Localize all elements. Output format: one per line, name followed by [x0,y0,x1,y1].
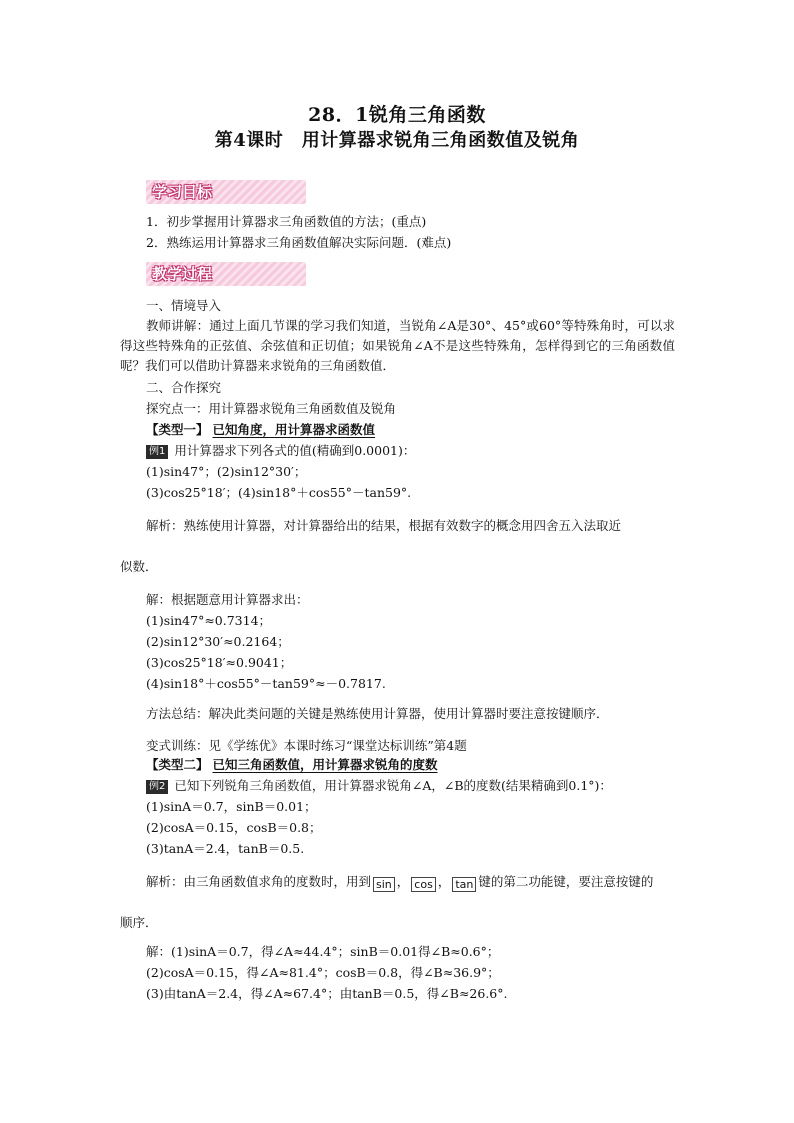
example2-analysis: 解析：由三角函数值求角的度数时，用到 sin ， cos ， tan 键的第二功能键，要注意按键的 [146,874,654,891]
type2-title: 已知三角函数值，用计算器求锐角的度数 [212,757,438,772]
exploration-point: 探究点一：用计算器求锐角三角函数值及锐角 [146,401,397,416]
example1-tag: 例1 [146,445,168,459]
process-banner [146,262,306,286]
type1-label: 【类型一】 [146,422,209,437]
example1-question: (3)cos25°18′；(4)sin18°＋cos55°－tan59°. [146,485,412,500]
type1-heading [146,420,375,440]
variant-training: 变式训练：见《学练优》本课时练习“课堂达标训练”第4题 [146,738,467,753]
tan-key: tan [452,877,476,892]
process-banner-label: 教学过程 [152,265,213,283]
type2-heading [146,755,438,775]
example2-tag: 例2 [146,780,168,794]
goals-banner [146,180,306,204]
sin-key: sin [373,877,395,892]
method-summary: 方法总结：解决此类问题的关键是熟练使用计算器，使用计算器时要注意按键顺序． [146,706,609,721]
example1-text: 用计算器求下列各式的值(精确到0.0001)： [174,443,416,458]
example1-solution-line: (4)sin18°＋cos55°－tan59°≈－0.7817. [146,676,386,691]
example2-text: 已知下列锐角三角函数值，用计算器求锐角∠A，∠B的度数(结果精确到0.1°)： [174,778,612,793]
example2-question: (1)sinA＝0.7，sinB＝0.01； [146,799,317,814]
example2-analysis-a: 解析：由三角函数值求角的度数时，用到 [146,874,372,889]
example2-analysis-cont: 顺序． [120,915,158,930]
example1-solution-line: (3)cos25°18′≈0.9041； [146,655,293,670]
document-subtitle: 第4课时 用计算器求锐角三角函数值及锐角 [214,130,580,151]
example1-analysis-cont: 似数． [120,559,158,574]
goal-item: 1．初步掌握用计算器求三角函数值的方法；(重点) [146,214,427,229]
document-title: 28．1锐角三角函数 [308,104,486,126]
example1-solution-head: 解：根据题意用计算器求出： [146,592,309,607]
cos-key: cos [411,877,436,892]
intro-paragraph: 教师讲解：通过上面几节课的学习我们知道，当锐角∠A是30°、45°或60°等特殊角时，可以求得这些特殊角的正弦值、余弦值和正切值；如果锐角∠A不是这些特殊角，怎样得到它的三角函数值呢？我们可以借助计算器来求锐角的三角函数值． [120,318,675,373]
type2-label: 【类型二】 [146,757,209,772]
example2-analysis-b: 键的第二功能键，要注意按键的 [478,874,654,889]
section-heading: 二、合作探究 [146,380,222,395]
example1-solution-line: (1)sin47°≈0.7314； [146,613,272,628]
example2-question: (3)tanA＝2.4，tanB＝0.5. [146,841,305,856]
example2-question: (2)cosA＝0.15，cosB＝0.8； [146,820,322,835]
example1-analysis: 解析：熟练使用计算器，对计算器给出的结果，根据有效数字的概念用四舍五入法取近 [146,518,622,533]
example2-solution-line: 解：(1)sinA＝0.7，得∠A≈44.4°；sinB＝0.01得∠B≈0.6°； [146,944,500,959]
example2-prompt [146,776,612,796]
example1-question: (1)sin47°；(2)sin12°30′； [146,464,307,479]
example2-solution-line: (3)由tanA＝2.4，得∠A≈67.4°；由tanB＝0.5，得∠B≈26.6°. [146,986,508,1001]
example1-solution-line: (2)sin12°30′≈0.2164； [146,634,290,649]
example1-prompt [146,441,415,461]
goals-banner-label: 学习目标 [152,183,213,201]
section-heading: 一、情境导入 [146,298,222,313]
example2-solution-line: (2)cosA＝0.15，得∠A≈81.4°；cosB＝0.8，得∠B≈36.9°； [146,965,500,980]
goal-item: 2．熟练运用计算器求三角函数值解决实际问题．(难点) [146,235,452,250]
type1-title: 已知角度，用计算器求函数值 [212,422,376,437]
